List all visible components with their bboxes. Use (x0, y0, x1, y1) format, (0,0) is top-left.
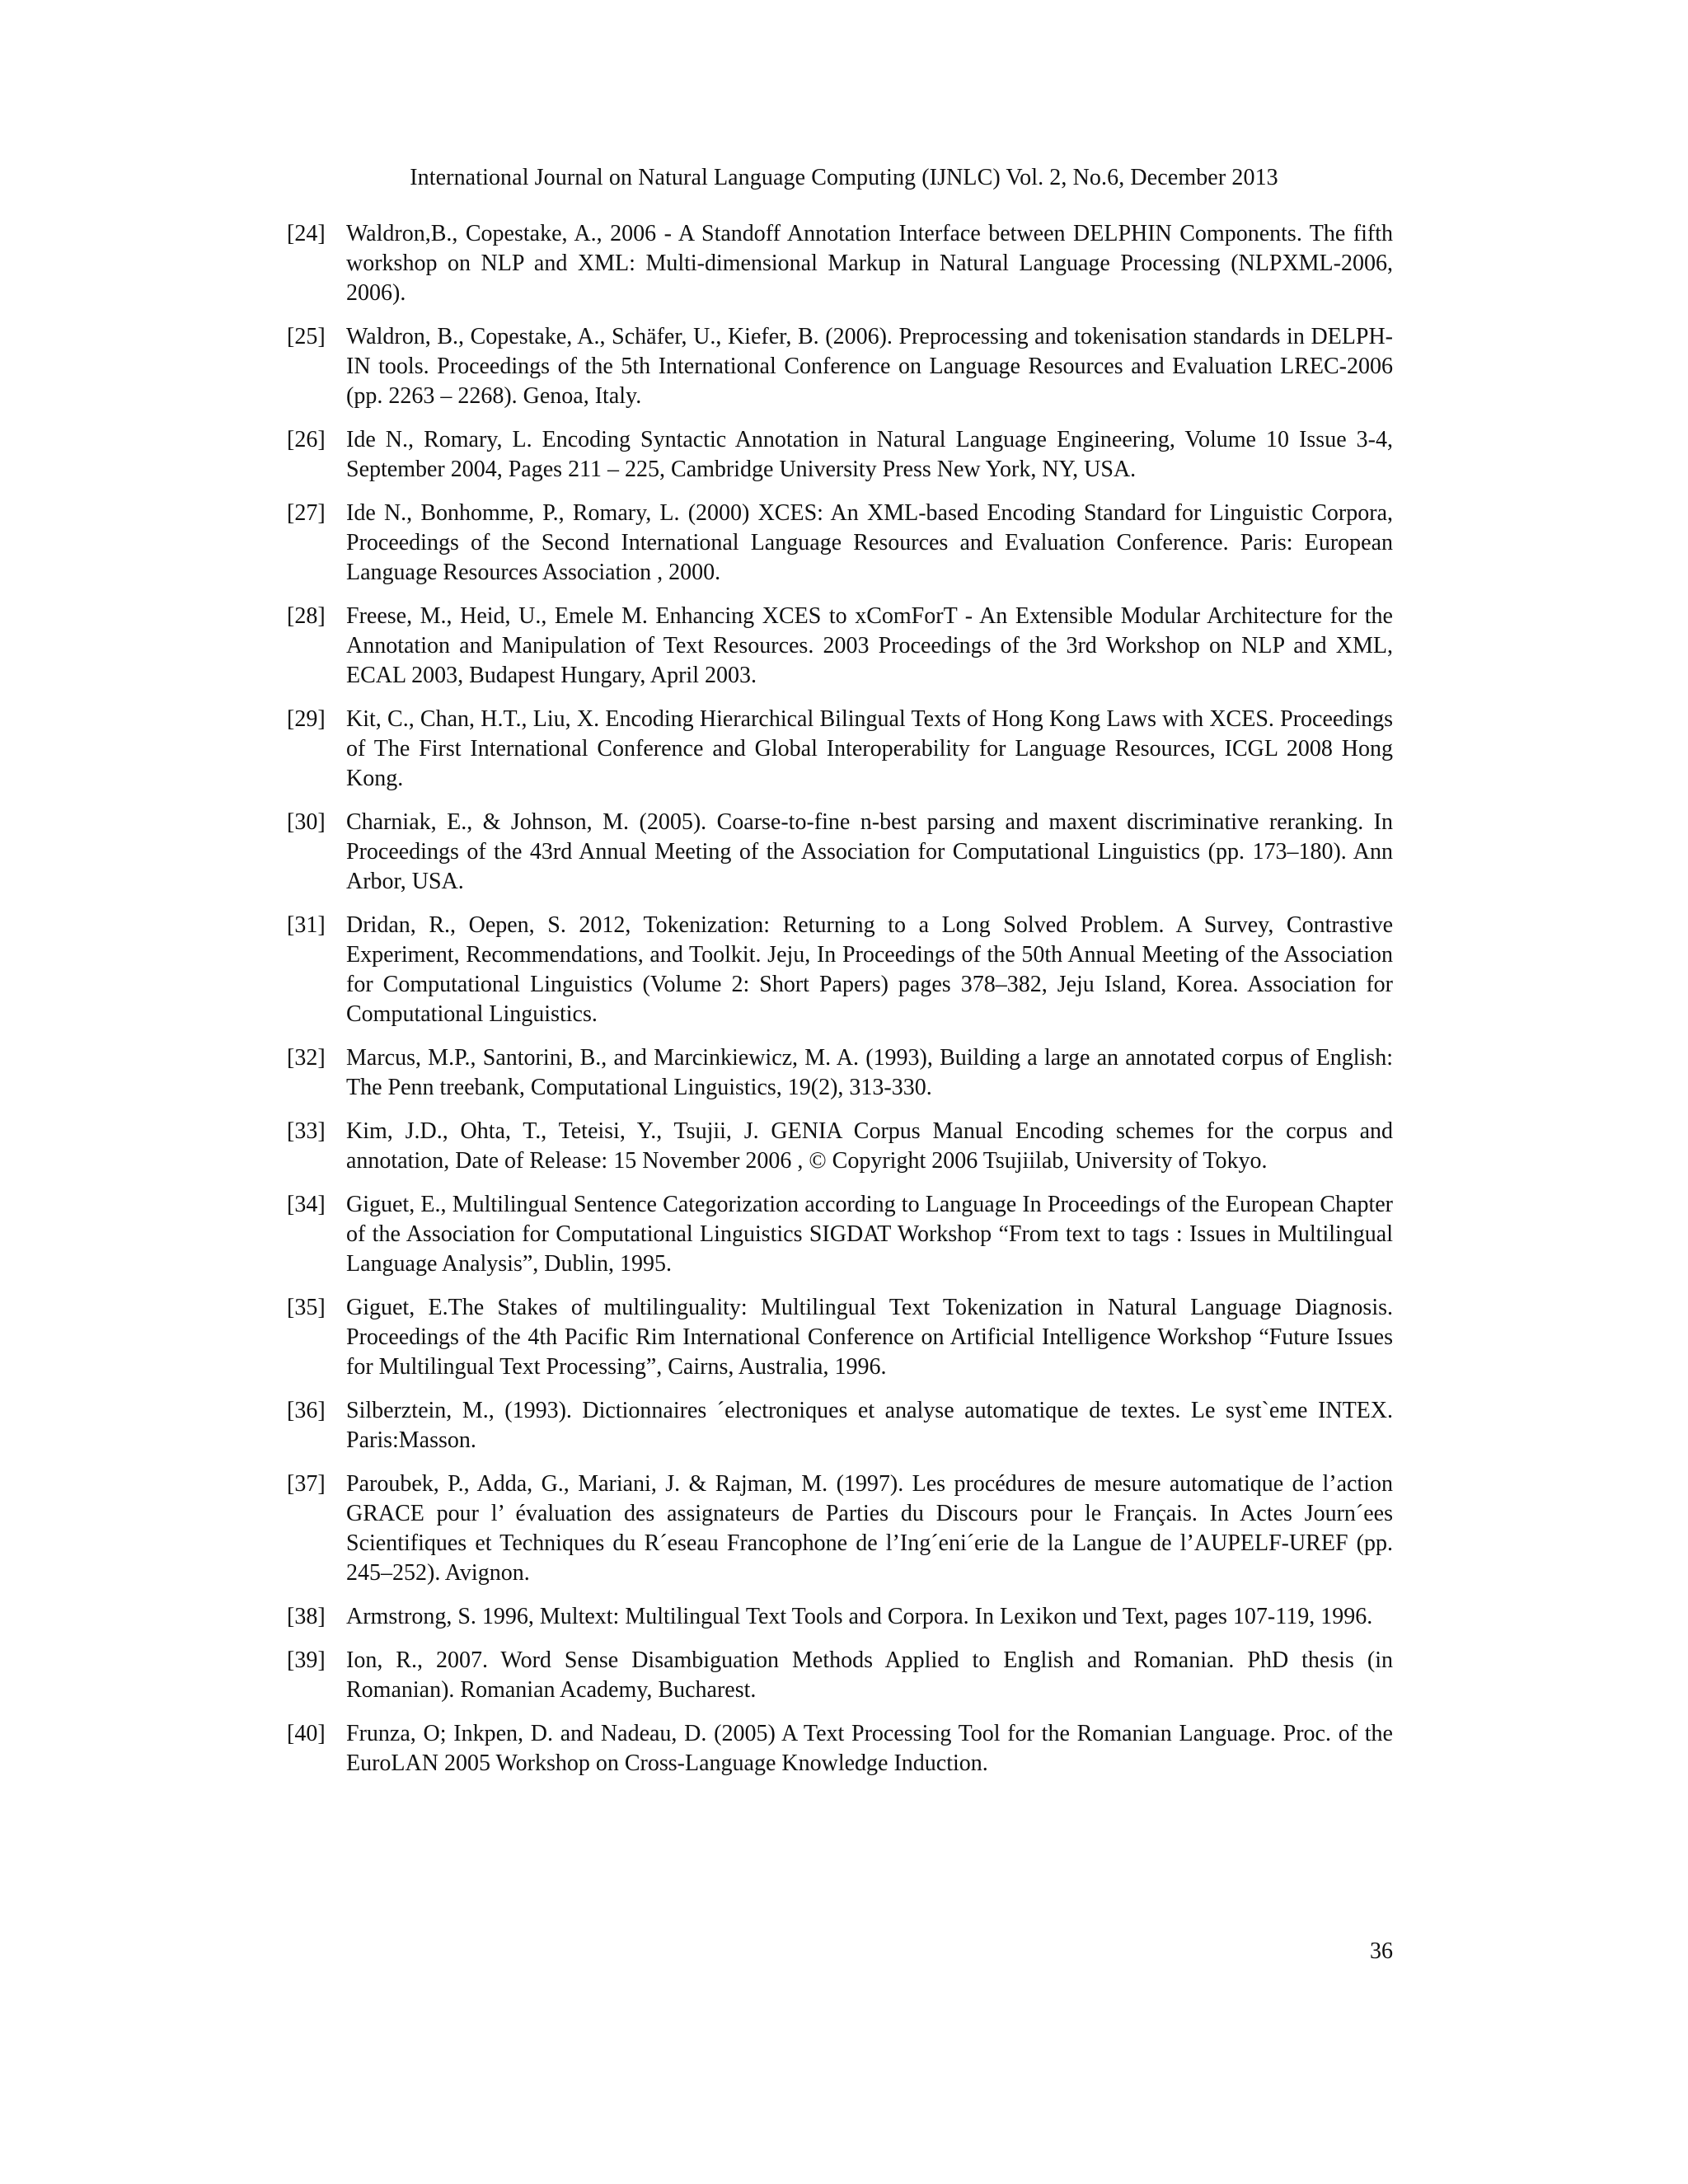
reference-text: Freese, M., Heid, U., Emele M. Enhancing XCES to xComForT - An Extensible Modular Architecture for the Annotation and Manipulation of Text Resources. 2003 Proceedings of the 3rd Workshop on NLP and XML, ECAL 2003, Budapest Hungary, April 2003. (346, 603, 1393, 688)
reference-number: [40] (287, 1721, 326, 1746)
reference-item (287, 499, 1393, 588)
reference-item (287, 1602, 1393, 1632)
reference-list (287, 219, 1393, 1793)
reference-text: Frunza, O; Inkpen, D. and Nadeau, D. (2005) A Text Processing Tool for the Romanian Language. Proc. of the EuroLAN 2005 Workshop on Cross-Language Knowledge Induction. (346, 1721, 1393, 1776)
reference-number: [38] (287, 1604, 326, 1629)
reference-item (287, 425, 1393, 485)
reference-number: [33] (287, 1118, 326, 1144)
reference-number: [28] (287, 603, 326, 629)
reference-text: Marcus, M.P., Santorini, B., and Marcinkiewicz, M. A. (1993), Building a large an annotated corpus of English: The Penn treebank, Computational Linguistics, 19(2), 313-330. (346, 1045, 1393, 1100)
reference-number: [34] (287, 1192, 326, 1217)
reference-item (287, 322, 1393, 411)
reference-item (287, 808, 1393, 897)
reference-number: [36] (287, 1398, 326, 1423)
reference-item (287, 911, 1393, 1029)
reference-number: [29] (287, 706, 326, 732)
reference-item (287, 705, 1393, 794)
reference-number: [31] (287, 912, 326, 938)
reference-text: Silberztein, M., (1993). Dictionnaires ´electroniques et analyse automatique de textes. Le syst`eme INTEX. Paris:Masson. (346, 1398, 1393, 1453)
reference-text: Dridan, R., Oepen, S. 2012, Tokenization: Returning to a Long Solved Problem. A Survey, Contrastive Experiment, Recommendations, and Toolkit. Jeju, In Proceedings of the 50th Annual Meeting of the Association for Computational Linguistics (Volume 2: Short Papers) pages 378–382, Jeju Island, Korea. Association for Computational Linguistics. (346, 912, 1393, 1027)
running-header: International Journal on Natural Language Computing (IJNLC) Vol. 2, No.6, December 2013 (410, 165, 1278, 190)
reference-text: Kit, C., Chan, H.T., Liu, X. Encoding Hierarchical Bilingual Texts of Hong Kong Laws with XCES. Proceedings of The First International Conference and Global Interoperability for Language Resources, ICGL 2008 Hong Kong. (346, 706, 1393, 791)
reference-text: Giguet, E., Multilingual Sentence Categorization according to Language In Proceedings of the European Chapter of the Association for Computational Linguistics SIGDAT Workshop “From text to tags : Issues in Multilingual Language Analysis”, Dublin, 1995. (346, 1192, 1393, 1277)
reference-item (287, 1719, 1393, 1779)
reference-text: Paroubek, P., Adda, G., Mariani, J. & Rajman, M. (1997). Les procédures de mesure automatique de l’action GRACE pour l’ évaluation des assignateurs de Parties du Discours pour le Français. In Actes Journ´ees Scientifiques et Techniques du R´eseau Francophone de l’Ing´eni´erie de la Langue de l’AUPELF-UREF (pp. 245–252). Avignon. (346, 1471, 1393, 1586)
reference-number: [32] (287, 1045, 326, 1071)
reference-text: Ion, R., 2007. Word Sense Disambiguation Methods Applied to English and Romanian. PhD thesis (in Romanian). Romanian Academy, Bucharest. (346, 1647, 1393, 1703)
reference-text: Waldron, B., Copestake, A., Schäfer, U., Kiefer, B. (2006). Preprocessing and tokenisation standards in DELPH-IN tools. Proceedings of the 5th International Conference on Language Resources and Evaluation LREC-2006 (pp. 2263 – 2268). Genoa, Italy. (346, 324, 1393, 409)
reference-number: [24] (287, 221, 326, 246)
reference-number: [27] (287, 500, 326, 526)
reference-text: Waldron,B., Copestake, A., 2006 - A Standoff Annotation Interface between DELPHIN Components. The fifth workshop on NLP and XML: Multi-dimensional Markup in Natural Language Processing (NLPXML-2006, 2006). (346, 221, 1393, 306)
page-number: 36 (1370, 1938, 1393, 1964)
reference-item (287, 1469, 1393, 1588)
reference-text: Charniak, E., & Johnson, M. (2005). Coarse-to-fine n-best parsing and maxent discriminative reranking. In Proceedings of the 43rd Annual Meeting of the Association for Computational Linguistics (pp. 173–180). Ann Arbor, USA. (346, 809, 1393, 894)
reference-item (287, 1190, 1393, 1279)
reference-item (287, 1396, 1393, 1455)
reference-number: [35] (287, 1295, 326, 1320)
reference-item (287, 1117, 1393, 1176)
reference-number: [30] (287, 809, 326, 835)
reference-item (287, 602, 1393, 691)
reference-text: Ide N., Romary, L. Encoding Syntactic Annotation in Natural Language Engineering, Volume 10 Issue 3-4, September 2004, Pages 211 – 225, Cambridge University Press New York, NY, USA. (346, 427, 1393, 482)
reference-number: [37] (287, 1471, 326, 1497)
reference-text: Giguet, E.The Stakes of multilinguality: Multilingual Text Tokenization in Natural Language Diagnosis. Proceedings of the 4th Pacific Rim International Conference on Artificial Intelligence Workshop “Future Issues for Multilingual Text Processing”, Cairns, Australia, 1996. (346, 1295, 1393, 1380)
reference-number: [26] (287, 427, 326, 452)
reference-text: Ide N., Bonhomme, P., Romary, L. (2000) XCES: An XML-based Encoding Standard for Linguistic Corpora, Proceedings of the Second International Language Resources and Evaluation Conference. Paris: European Language Resources Association , 2000. (346, 500, 1393, 585)
reference-number: [25] (287, 324, 326, 349)
reference-item (287, 1646, 1393, 1705)
reference-item (287, 219, 1393, 308)
reference-number: [39] (287, 1647, 326, 1673)
reference-text: Kim, J.D., Ohta, T., Teteisi, Y., Tsujii, J. GENIA Corpus Manual Encoding schemes for the corpus and annotation, Date of Release: 15 November 2006 , © Copyright 2006 Tsujiilab, University of Tokyo. (346, 1118, 1393, 1174)
reference-item (287, 1043, 1393, 1103)
reference-text: Armstrong, S. 1996, Multext: Multilingual Text Tools and Corpora. In Lexikon und Text, pages 107-119, 1996. (346, 1604, 1373, 1629)
reference-item (287, 1293, 1393, 1382)
